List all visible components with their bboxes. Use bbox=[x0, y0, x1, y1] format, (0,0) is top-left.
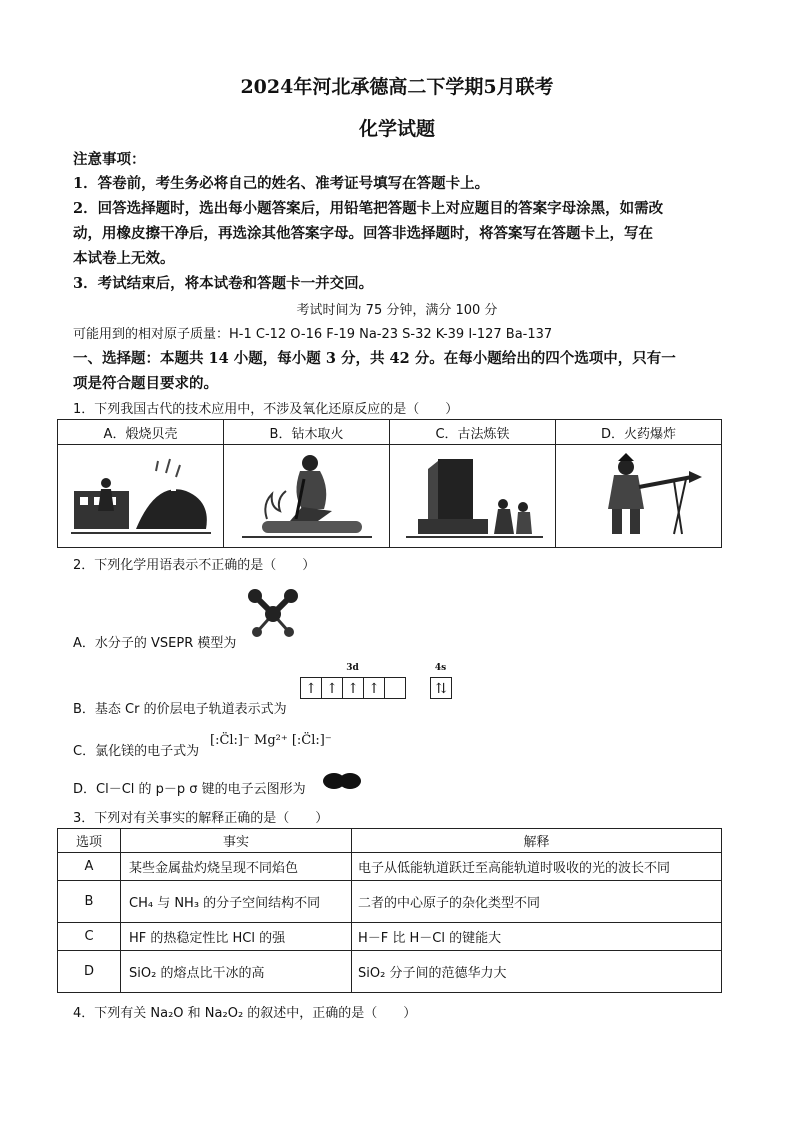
table-cell: H－F 比 H－Cl 的键能大 bbox=[352, 923, 722, 951]
table-cell: SiO₂ 分子间的范德华力大 bbox=[352, 951, 722, 993]
orbital-3d-label: 3d bbox=[346, 663, 359, 673]
q1-option-d-image-cell bbox=[556, 445, 722, 548]
table-row bbox=[58, 923, 722, 951]
orbital-4s-group bbox=[430, 663, 451, 699]
q2-option-d: D．Cl－Cl 的 p－p σ 键的电子云图形为 bbox=[73, 782, 306, 797]
orbital-3d-cell: ↑ bbox=[363, 677, 385, 699]
sigma-bond-cloud-icon bbox=[322, 770, 362, 792]
q1-option-c-label: C．古法炼铁 bbox=[390, 420, 556, 445]
table-cell: HF 的热稳定性比 HCl 的强 bbox=[121, 923, 352, 951]
table-cell: SiO₂ 的熔点比干冰的高 bbox=[121, 951, 352, 993]
q1-options-table bbox=[57, 419, 722, 548]
table-cell: D bbox=[58, 951, 121, 993]
q4-stem: 4．下列有关 Na₂O 和 Na₂O₂ 的叙述中，正确的是（ ） bbox=[73, 1006, 417, 1021]
q1-option-a-label: A．煅烧贝壳 bbox=[58, 420, 224, 445]
q3-table bbox=[57, 828, 722, 993]
table-header-cell: 解释 bbox=[352, 829, 722, 853]
page-subtitle: 化学试题 bbox=[358, 118, 435, 140]
table-row bbox=[58, 951, 722, 993]
table-cell: CH₄ 与 NH₃ 的分子空间结构不同 bbox=[121, 881, 352, 923]
orbital-3d-group bbox=[300, 663, 405, 699]
orbital-3d-cell: ↑ bbox=[300, 677, 322, 699]
table-cell: C bbox=[58, 923, 121, 951]
q3-stem: 3．下列对有关事实的解释正确的是（ ） bbox=[73, 811, 329, 826]
orbital-3d-cell: ↑ bbox=[321, 677, 343, 699]
cr-orbital-diagram bbox=[300, 663, 451, 699]
notes-item-1: 1．答卷前，考生务必将自己的姓名、准考证号填写在答题卡上。 bbox=[73, 175, 490, 192]
table-cell: B bbox=[58, 881, 121, 923]
atomic-masses: 可能用到的相对原子质量：H-1 C-12 O-16 F-19 Na-23 S-32 K-39 I-127 Ba-137 bbox=[73, 327, 553, 342]
ancient-iron-smelting-image bbox=[398, 449, 548, 544]
notes-item-2-line-2: 动，用橡皮擦干净后，再选涂其他答案字母。回答非选择题时，将答案写在答题卡上，写在 bbox=[73, 225, 653, 242]
drilling-wood-fire-image bbox=[232, 449, 382, 544]
table-header-cell: 事实 bbox=[121, 829, 352, 853]
orbital-3d-cell bbox=[384, 677, 406, 699]
section-1-line-1: 一、选择题：本题共 14 小题，每小题 3 分，共 42 分。在每小题给出的四个选项中，只有一 bbox=[73, 350, 676, 367]
calcining-shells-image bbox=[66, 451, 216, 541]
table-row bbox=[58, 853, 722, 881]
mgcl2-electron-formula: [:C̈l:]⁻ Mg²⁺ [:C̈l:]⁻ bbox=[210, 733, 332, 748]
section-1-line-2: 项是符合题目要求的。 bbox=[73, 375, 218, 392]
orbital-4s-cell: ⇅ bbox=[430, 677, 452, 699]
orbital-3d-cell: ↑ bbox=[342, 677, 364, 699]
q1-option-b-image-cell bbox=[224, 445, 390, 548]
gunpowder-explosion-image bbox=[564, 449, 714, 544]
q2-option-b: B．基态 Cr 的价层电子轨道表示式为 bbox=[73, 702, 287, 717]
table-header-row bbox=[58, 829, 722, 853]
notes-heading: 注意事项： bbox=[73, 151, 146, 168]
q1-option-d-label: D．火药爆炸 bbox=[556, 420, 722, 445]
table-cell: 二者的中心原子的杂化类型不同 bbox=[352, 881, 722, 923]
q1-option-b-label: B．钻木取火 bbox=[224, 420, 390, 445]
vsepr-model-icon bbox=[243, 584, 303, 644]
orbital-4s-label: 4s bbox=[434, 663, 447, 673]
notes-item-3: 3．考试结束后，将本试卷和答题卡一并交回。 bbox=[73, 275, 374, 292]
q2-option-a: A．水分子的 VSEPR 模型为 bbox=[73, 636, 237, 651]
table-header-cell: 选项 bbox=[58, 829, 121, 853]
page-title: 2024年河北承德高二下学期5月联考 bbox=[240, 76, 554, 98]
notes-item-2-line-3: 本试卷上无效。 bbox=[73, 250, 175, 267]
q1-option-c-image-cell bbox=[390, 445, 556, 548]
table-cell: 电子从低能轨道跃迁至高能轨道时吸收的光的波长不同 bbox=[352, 853, 722, 881]
exam-time: 考试时间为 75 分钟，满分 100 分 bbox=[296, 303, 498, 318]
q2-stem: 2．下列化学用语表示不正确的是（ ） bbox=[73, 558, 316, 573]
table-cell: A bbox=[58, 853, 121, 881]
q2-option-c: C．氯化镁的电子式为 bbox=[73, 744, 200, 759]
q1-stem: 1．下列我国古代的技术应用中，不涉及氧化还原反应的是（ ） bbox=[73, 402, 459, 417]
notes-item-2-line-1: 2．回答选择题时，选出每小题答案后，用铅笔把答题卡上对应题目的答案字母涂黑，如需改 bbox=[73, 200, 664, 217]
table-row bbox=[58, 881, 722, 923]
q1-option-a-image-cell bbox=[58, 445, 224, 548]
table-cell: 某些金属盐灼烧呈现不同焰色 bbox=[121, 853, 352, 881]
